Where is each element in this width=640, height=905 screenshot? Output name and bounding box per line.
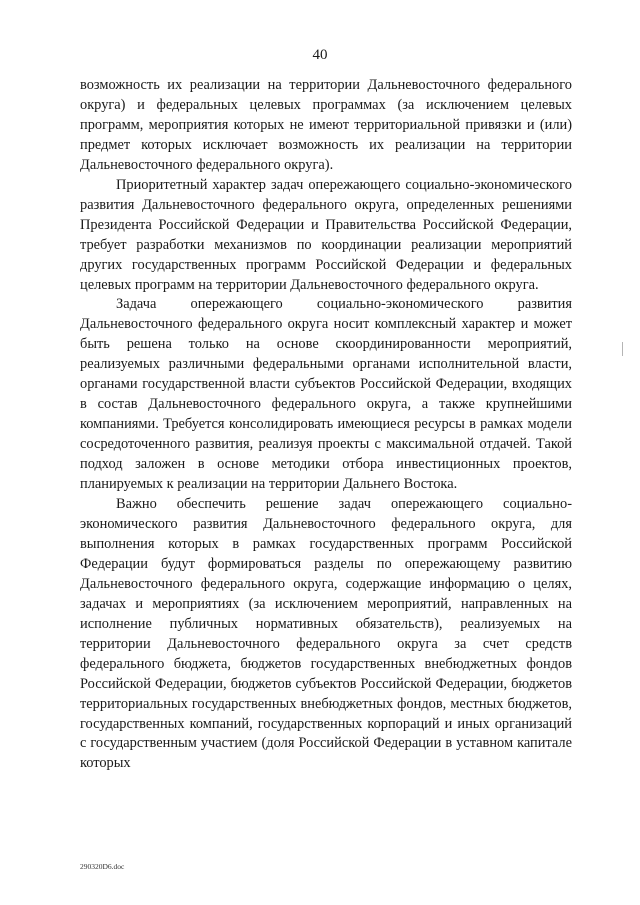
paragraph-continuation: возможность их реализации на территории Дальневосточного федерального округа) и федеральных целевых программах (за исключением целевых программ, мероприятия которых не имеют территориальной привязки и (или) предмет которых исключает возможность их реализации на территории Дальневосточного федерального округа). (80, 77, 572, 173)
document-body (80, 76, 572, 774)
margin-mark (622, 342, 623, 356)
paragraph-priority-nature: Приоритетный характер задач опережающего социально-экономического развития Дальневосточного федерального округа, определенных решениями Президента Российской Федерации и Правительства Российской Федерации, требует разработки механизмов по координации реализации мероприятий других государственных программ Российской Федерации и федеральных целевых программ на территории Дальневосточного федерального округа. (80, 176, 572, 293)
page-number: 40 (312, 47, 328, 63)
paragraph-program-sections: Важно обеспечить решение задач опережающего социально-экономического развития Дальневосточного федерального округа, для выполнения которых в рамках государственных программ Российской Федерации будут формироваться разделы по опережающему развитию Дальневосточного федерального округа, содержащие информацию о целях, задачах и мероприятиях (за исключением мероприятий, направленных на исполнение публичных нормативных обязательств), реализуемых на территории Дальневосточного федерального округа за счет средств федерального бюджета, бюджетов государственных внебюджетных фондов Российской Федерации, бюджетов субъектов Российской Федерации, бюджетов территориальных государственных внебюджетных фондов, местных бюджетов, государственных компаний, государственных корпораций и иных организаций с государственным участием (доля Российской Федерации в уставном капитале которых (80, 496, 572, 772)
document-footer-filename: 290320D6.doc (80, 862, 125, 871)
paragraph-complex-task: Задача опережающего социально-экономического развития Дальневосточного федерального округа носит комплексный характер и может быть решена только на основе скоординированности мероприятий, реализуемых различными федеральными органами исполнительной власти, органами государственной власти субъектов Российской Федерации, входящих в состав Дальневосточного федерального округа, а также крупнейшими компаниями. Требуется консолидировать имеющиеся ресурсы в рамках модели сосредоточенного развития, реализуя проекты с максимальной отдачей. Такой подход заложен в основе методики отбора инвестиционных проектов, планируемых к реализации на территории Дальнего Востока. (80, 296, 572, 493)
